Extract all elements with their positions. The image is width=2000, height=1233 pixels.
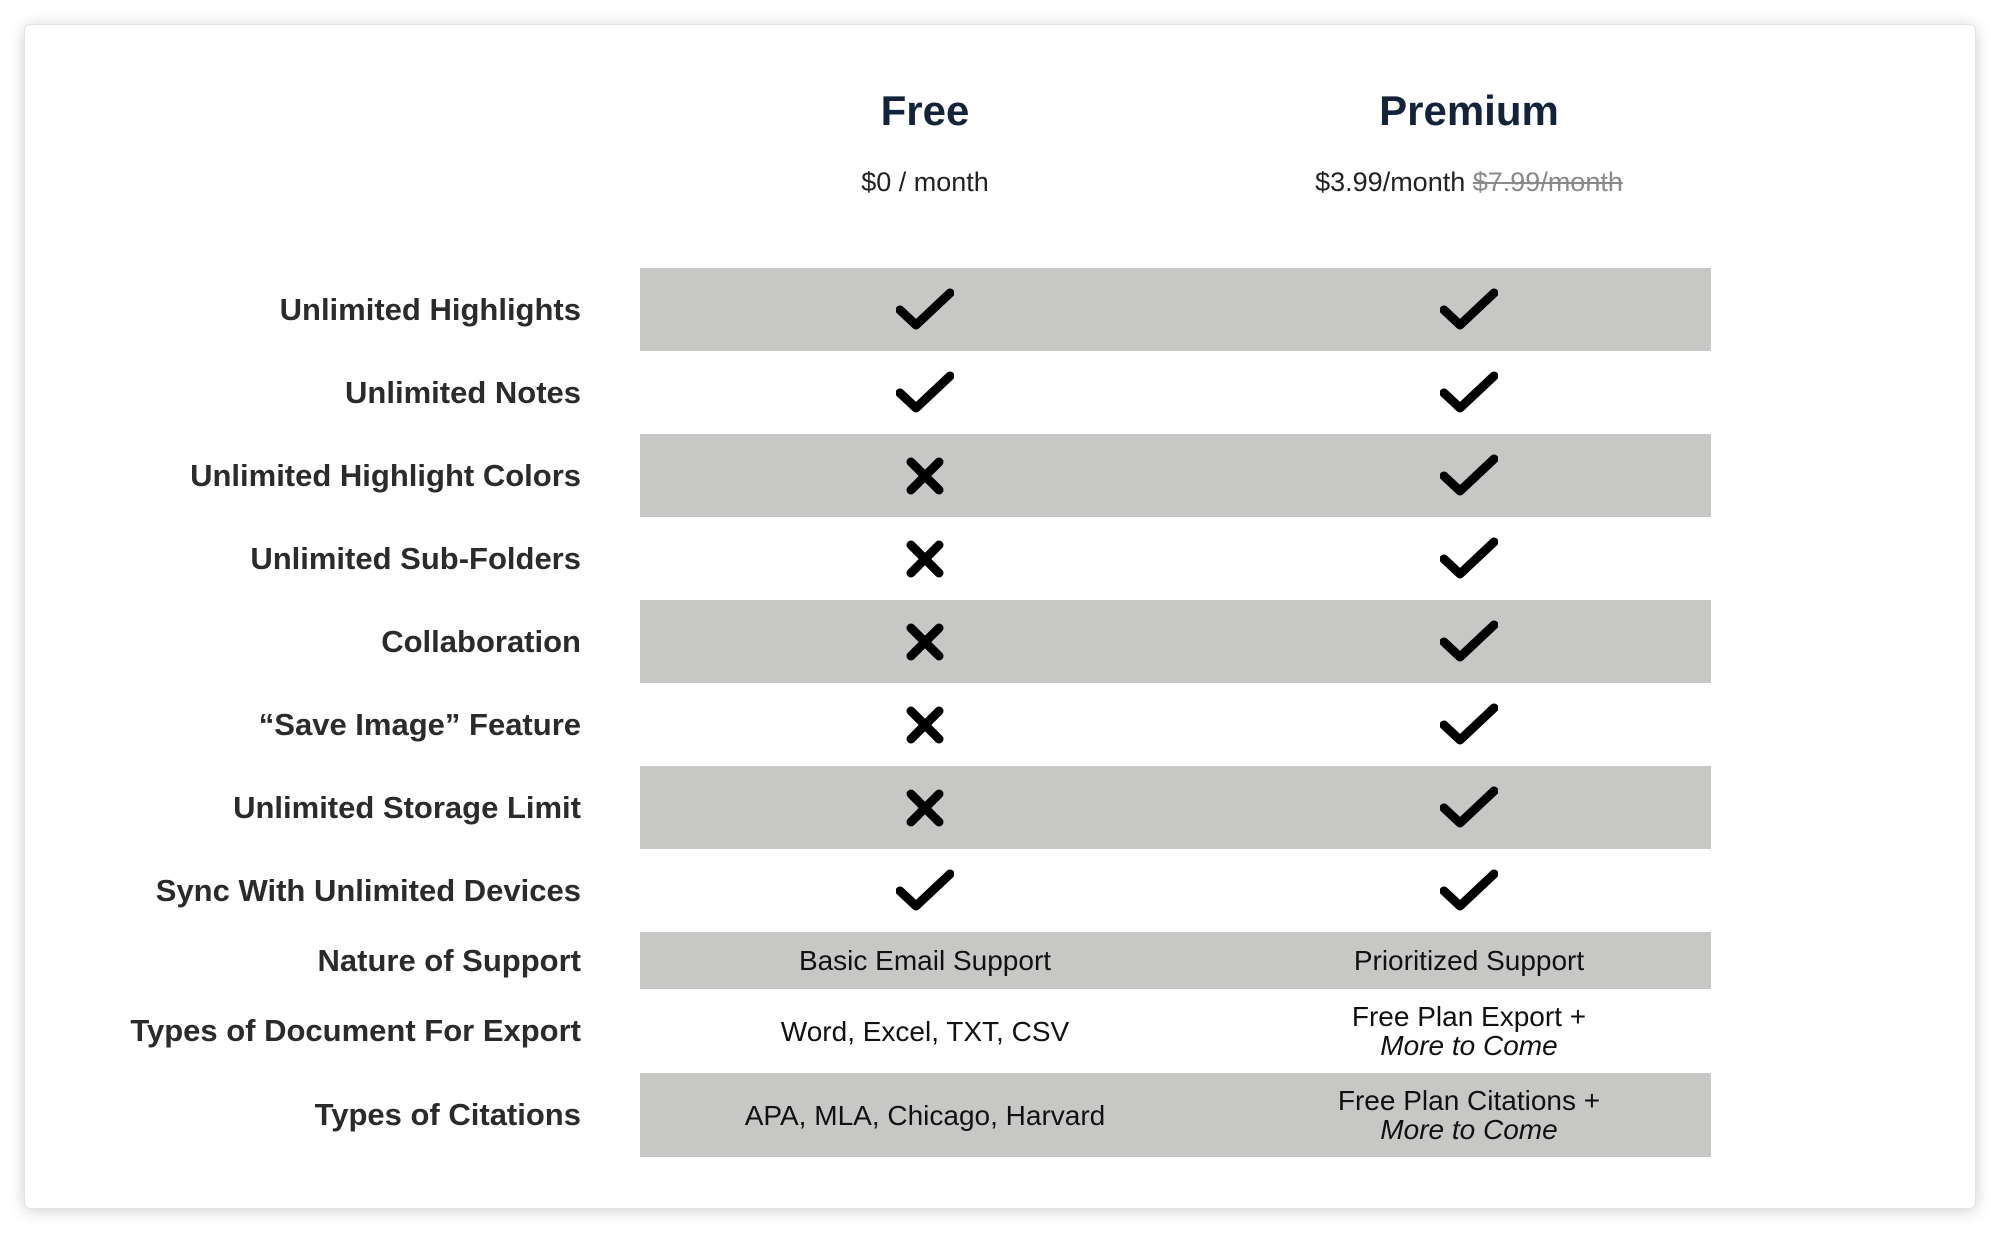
plan-price-premium-old: $7.99/month: [1472, 167, 1623, 197]
feature-1-free-checkmark-icon: [665, 351, 1185, 434]
feature-label: Sync With Unlimited Devices: [155, 872, 581, 908]
feature-0-premium-checkmark-icon: [1209, 268, 1729, 351]
free-plan-value: Basic Email Support: [798, 945, 1052, 976]
feature-label: “Save Image” Feature: [258, 706, 581, 742]
feature-4-free-cross-icon: [665, 600, 1185, 683]
feature-row: [25, 766, 1975, 849]
feature-7-premium-checkmark-icon: [1209, 849, 1729, 932]
free-plan-value: APA, MLA, Chicago, Harvard: [744, 1099, 1106, 1131]
plan-title-premium: Premium: [1379, 87, 1559, 134]
feature-label: Unlimited Storage Limit: [233, 789, 581, 825]
premium-plan-value-sub: More to Come: [1380, 1030, 1558, 1061]
feature-3-premium-checkmark-icon: [1209, 517, 1729, 600]
feature-1-premium-checkmark-icon: [1209, 351, 1729, 434]
feature-row: [25, 517, 1975, 600]
feature-label: Unlimited Sub-Folders: [250, 540, 581, 576]
feature-row: [25, 683, 1975, 766]
premium-plan-value-sub: More to Come: [1380, 1114, 1558, 1145]
feature-row: [25, 434, 1975, 517]
feature-label: Unlimited Highlights: [279, 291, 581, 327]
feature-row: [25, 1073, 1975, 1157]
feature-row: [25, 351, 1975, 434]
feature-label: Unlimited Notes: [345, 374, 581, 410]
feature-label: Types of Document For Export: [130, 1013, 581, 1048]
pricing-comparison-card: [25, 25, 1975, 1208]
feature-2-free-cross-icon: [665, 434, 1185, 517]
premium-plan-value: [1209, 1073, 1729, 1157]
feature-0-free-checkmark-icon: [665, 268, 1185, 351]
feature-row: [25, 989, 1975, 1073]
premium-plan-value-main: Free Plan Export +: [1351, 1001, 1587, 1032]
feature-6-free-cross-icon: [665, 766, 1185, 849]
premium-plan-value: [1209, 989, 1729, 1073]
feature-label: Unlimited Highlight Colors: [190, 457, 581, 493]
feature-4-premium-checkmark-icon: [1209, 600, 1729, 683]
free-plan-value: Word, Excel, TXT, CSV: [780, 1015, 1070, 1047]
premium-plan-value-main: Free Plan Citations +: [1337, 1085, 1601, 1116]
plan-price-premium-current: $3.99/month: [1315, 167, 1466, 197]
feature-3-free-cross-icon: [665, 517, 1185, 600]
feature-row: [25, 849, 1975, 932]
feature-label: Collaboration: [381, 623, 581, 659]
feature-7-free-checkmark-icon: [665, 849, 1185, 932]
feature-label: Types of Citations: [314, 1097, 581, 1132]
feature-row: [25, 268, 1975, 351]
feature-2-premium-checkmark-icon: [1209, 434, 1729, 517]
plan-price-premium: [1209, 167, 1729, 198]
plan-price-free: $0 / month: [861, 167, 989, 197]
feature-5-free-cross-icon: [665, 683, 1185, 766]
feature-5-premium-checkmark-icon: [1209, 683, 1729, 766]
premium-plan-value-main: Prioritized Support: [1353, 945, 1585, 976]
plan-title-free: Free: [880, 87, 970, 134]
premium-plan-value: [1209, 932, 1729, 989]
feature-row: [25, 600, 1975, 683]
feature-6-premium-checkmark-icon: [1209, 766, 1729, 849]
feature-label: Nature of Support: [317, 942, 581, 978]
feature-row: [25, 932, 1975, 989]
